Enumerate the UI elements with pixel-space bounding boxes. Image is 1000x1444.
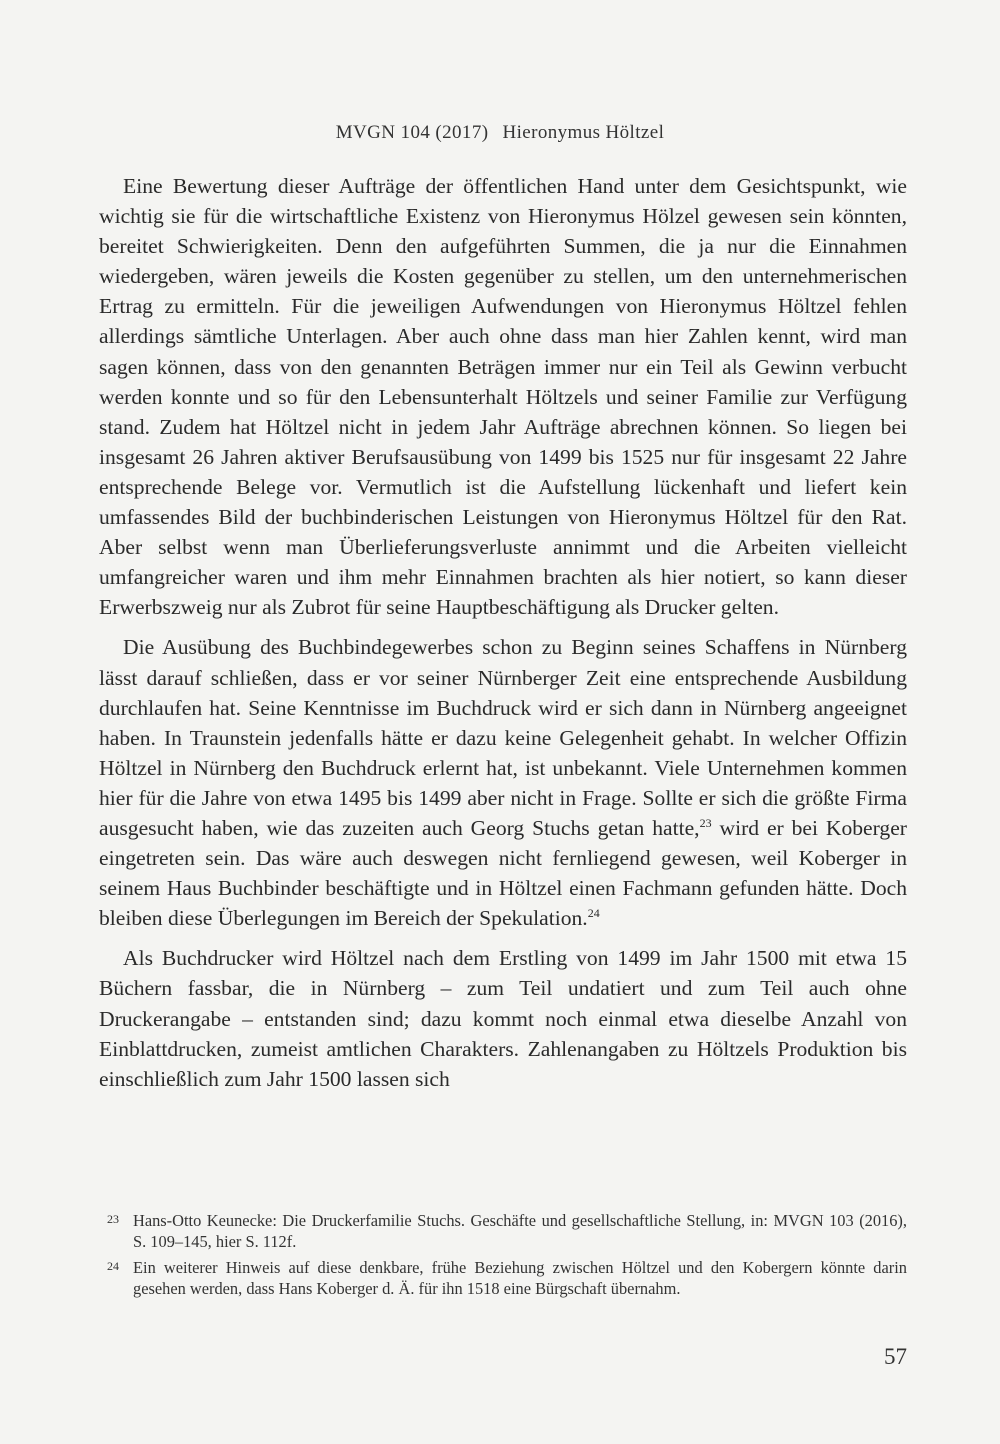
footnotes: [99, 1210, 907, 1304]
journal-reference: MVGN 104 (2017): [335, 122, 489, 143]
footnote-text: Ein weiterer Hinweis auf diese denkbare, frühe Beziehung zwischen Höltzel und den Kobergern könnte darin gesehen werden, dass Hans Koberger d. Ä. für ihn 1518 eine Bürgschaft übernahm.: [133, 1258, 907, 1298]
page-number: 57: [884, 1344, 907, 1369]
paragraph-3: Als Buchdrucker wird Höltzel nach dem Erstling von 1499 im Jahr 1500 mit etwa 15 Büchern fassbar, die in Nürnberg – zum Teil undatiert und zum Teil auch ohne Druckerangabe – entstanden sind; dazu kommt noch einmal etwa dieselbe Anzahl von Einblattdrucken, zumeist amtlichen Charakters. Zahlenangaben zu Höltzels Produktion bis einschließlich zum Jahr 1500 lassen sich: [99, 946, 907, 1091]
footnote-ref-23[interactable]: 23: [699, 815, 712, 830]
footnote-24: [99, 1257, 907, 1299]
paragraph-2-part-2: wird er bei Koberger eingetreten sein. Das wäre auch deswegen nicht fernliegend gewesen, weil Koberger in seinem Haus Buchbinder beschäftigte und in Höltzel einen Fachmann gefunden hätte. Doch bleiben diese Überlegungen im Bereich der Spekulation.: [99, 815, 908, 931]
footnote-ref-24[interactable]: 24: [587, 906, 600, 921]
footnote-text: Hans-Otto Keunecke: Die Druckerfamilie Stuchs. Geschäfte und gesellschaftliche Stellung, in: MVGN 103 (2016), S. 109–145, hier S. 112f.: [133, 1211, 907, 1251]
article-title: Hieronymus Höltzel: [502, 122, 665, 143]
paragraph-1: Eine Bewertung dieser Aufträge der öffentlichen Hand unter dem Gesichtspunkt, wie wichtig sie für die wirtschaftliche Existenz von Hieronymus Hölzel gewesen sein könnten, bereitet Schwierigkeiten. Denn den aufgeführten Summen, die ja nur die Einnahmen wiedergeben, wären jeweils die Kosten gegenüber zu stellen, um den unternehmerischen Ertrag zu ermitteln. Für die jeweiligen Aufwendungen von Hieronymus Höltzel fehlen allerdings sämtliche Unterlagen. Aber auch ohne dass man hier Zahlen kennt, wird man sagen können, dass von den genannten Beträgen immer nur ein Teil als Gewinn verbucht werden konnte und so für den Lebensunterhalt Höltzels und seiner Familie zur Verfügung stand. Zudem hat Höltzel nicht in jedem Jahr Aufträge abrechnen können. So liegen bei insgesamt 26 Jahren aktiver Berufsausübung von 1499 bis 1525 nur für insgesamt 22 Jahre entsprechende Belege vor. Vermutlich ist die Aufstellung lückenhaft und liefert kein umfassendes Bild der buchbinderischen Leistungen von Hieronymus Höltzel für den Rat. Aber selbst wenn man Überlieferungsverluste annimmt und die Arbeiten vielleicht umfangreicher waren und ihm mehr Einnahmen brachten als hier notiert, so kann dieser Erwerbszweig nur als Zubrot für seine Hauptbeschäftigung als Drucker gelten.: [99, 174, 907, 620]
paragraph-2-part-1: Die Ausübung des Buchbindegewerbes schon zu Beginn seines Schaffens in Nürnberg lässt darauf schließen, dass er vor seiner Nürnberger Zeit eine entsprechende Ausbildung durchlaufen hat. Seine Kenntnisse im Buchdruck wird er sich dann in Nürnberg angeeignet haben. In Traunstein jedenfalls hätte er dazu keine Gelegenheit gehabt. In welcher Offizin Höltzel in Nürnberg den Buchdruck erlernt hat, ist unbekannt. Viele Unternehmen kommen hier für die Jahre von etwa 1495 bis 1499 aber nicht in Frage. Sollte er sich die größte Firma ausgesucht haben, wie das zuzeiten auch Georg Stuchs getan hatte,: [99, 635, 907, 840]
paragraph-2: [99, 632, 907, 933]
footnote-number: 24: [107, 1259, 119, 1273]
footnote-number: 23: [107, 1212, 119, 1226]
body-text: [99, 171, 907, 1104]
footnote-23: [99, 1210, 907, 1252]
running-header: [0, 122, 1000, 144]
